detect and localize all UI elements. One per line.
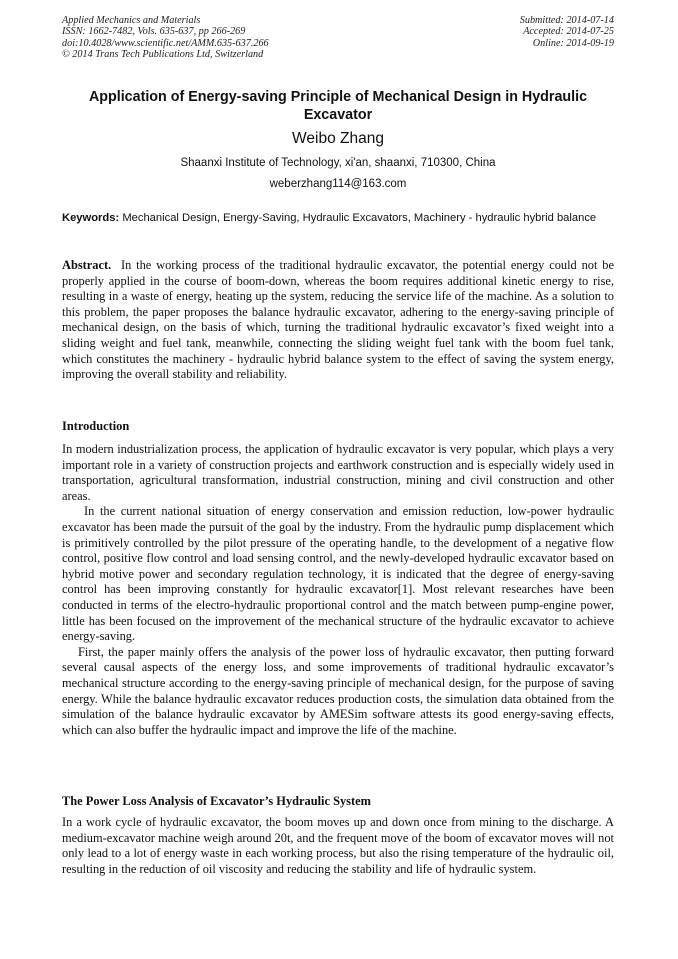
intro-paragraph: In the current national situation of energy conservation and emission reduction, low-power hydraulic excavator has been made the pursuit of the goal by the industry. From the hydraulic pump displacement which is primitively controlled by the pilot pressure of the operating handle, to the development of a negative flow control, positive flow control and load sensing control, and the newly-developed hydraulic excavator based on hybrid motive power and secondary regulation technology, it is indicated that the degree of energy-saving control has been improving constantly for hydraulic excavator[1]. Most relevant researches have been conducted in terms of the electro-hydraulic proportional control and the match between pump-engine power, little has been focused on the improvement of the mechanical structure of the hydraulic excavator to achieve energy-saving. xyxy=(62,504,614,644)
online-date: Online: 2014-09-19 xyxy=(532,37,614,49)
journal-issn: ISSN: 1662-7482, Vols. 635-637, pp 266-269 xyxy=(62,26,246,38)
power-loss-heading: The Power Loss Analysis of Excavator’s Hydraulic System xyxy=(62,794,371,808)
power-loss-paragraph: In a work cycle of hydraulic excavator, the boom moves up and down once from mining to the discharge. A medium-excavator machine weigh around 20t, and the frequent move of the boom of excavator moves will not only lead to a lot of energy waste in each working process, but also the rising temperature of the hydraulic oil, resulting in the reduction of oil viscosity and reducing the stability and life of hydraulic system. xyxy=(62,815,614,876)
keywords-label: Keywords: xyxy=(62,212,120,224)
intro-paragraph: First, the paper mainly offers the analysis of the power loss of hydraulic excavator, then putting forward several causal aspects of the energy loss, and some improvements of traditional hydraulic excavator’s mechanical structure according to the energy-saving principle of mechanical design, for the purpose of saving energy. While the balance hydraulic excavator reduces production costs, the simulation data obtained from the simulation of the balance hydraulic excavator by AMESim software attests its good energy-saving effects, which can also buffer the hydraulic impact and improve the life of the machine. xyxy=(62,644,614,737)
paper-title: Application of Energy-saving Principle of Mechanical Design in Hydraulic Excavator xyxy=(88,89,588,123)
abstract-label: Abstract. xyxy=(62,258,112,272)
author-affiliation: Shaanxi Institute of Technology, xi'an, shaanxi, 710300, China xyxy=(180,157,496,169)
author-name: Weibo Zhang xyxy=(292,130,384,147)
journal-name: Applied Mechanics and Materials xyxy=(62,15,201,26)
journal-copyright: © 2014 Trans Tech Publications Ltd, Switzerland xyxy=(62,48,264,60)
abstract xyxy=(62,258,614,383)
submission-dates xyxy=(520,15,614,49)
journal-doi: doi:10.4028/www.scientific.net/AMM.635-637.266 xyxy=(62,37,269,49)
keywords xyxy=(62,211,614,227)
keywords-text: Mechanical Design, Energy-Saving, Hydraulic Excavators, Machinery - hydraulic hybrid balance xyxy=(122,212,597,224)
abstract-text: In the working process of the traditional hydraulic excavator, the potential energy could not be properly applied in the course of boom-down, whereas the boom requires additional kinetic energy to rise, resulting in a waste of energy, heating up the system, reducing the service life of the machine. As a solution to this problem, the paper proposes the balance hydraulic excavator, adhering to the energy-saving principle of mechanical design, on the basis of which, turning the traditional hydraulic excavator’s fixed weight into a sliding weight and fuel tank, meanwhile, connecting the sliding weight fuel tank with the boom fuel tank, which constitutes the machinery - hydraulic hybrid balance system to the effect of saving the system energy, improving the overall stability and reliability. xyxy=(62,258,615,382)
submitted-date: Submitted: 2014-07-14 xyxy=(519,15,614,26)
power-loss-body xyxy=(62,815,614,877)
author-email: weberzhang114@163.com xyxy=(269,178,407,190)
journal-header xyxy=(62,15,269,60)
introduction-body xyxy=(62,442,614,738)
accepted-date: Accepted: 2014-07-25 xyxy=(523,26,614,38)
introduction-heading: Introduction xyxy=(62,419,130,433)
intro-paragraph: In modern industrialization process, the application of hydraulic excavator is very popular, which plays a very important role in a variety of construction projects and earthwork construction and is especially widely used in transportation, agricultural transformation, industrial construction, mining and civil construction and other areas. xyxy=(62,442,614,503)
